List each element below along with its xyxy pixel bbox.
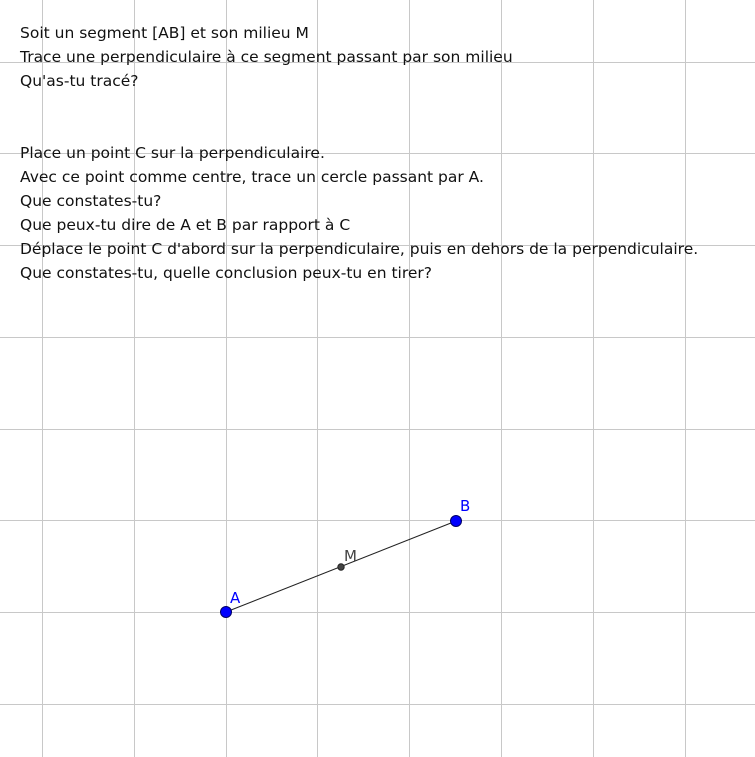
instruction-line: Avec ce point comme centre, trace un cercle passant par A. bbox=[20, 168, 484, 186]
instruction-line: Que constates-tu, quelle conclusion peux-tu en tirer? bbox=[20, 264, 433, 282]
label-a: A bbox=[230, 589, 241, 607]
instruction-line: Soit un segment [AB] et son milieu M bbox=[20, 24, 309, 42]
instruction-line: Place un point C sur la perpendiculaire. bbox=[20, 144, 325, 162]
label-m: M bbox=[344, 547, 357, 565]
instruction-line: Qu'as-tu tracé? bbox=[20, 72, 139, 90]
instruction-line: Déplace le point C d'abord sur la perpendiculaire, puis en dehors de la perpendiculaire. bbox=[20, 240, 699, 258]
instruction-spacer bbox=[20, 93, 698, 141]
point-b[interactable] bbox=[451, 516, 462, 527]
instructions-text bbox=[20, 21, 698, 285]
instruction-line: Que constates-tu? bbox=[20, 192, 162, 210]
point-a[interactable] bbox=[221, 607, 232, 618]
label-b: B bbox=[460, 497, 471, 515]
instruction-line: Que peux-tu dire de A et B par rapport à C bbox=[20, 216, 351, 234]
instruction-line: Trace une perpendiculaire à ce segment passant par son milieu bbox=[20, 48, 513, 66]
